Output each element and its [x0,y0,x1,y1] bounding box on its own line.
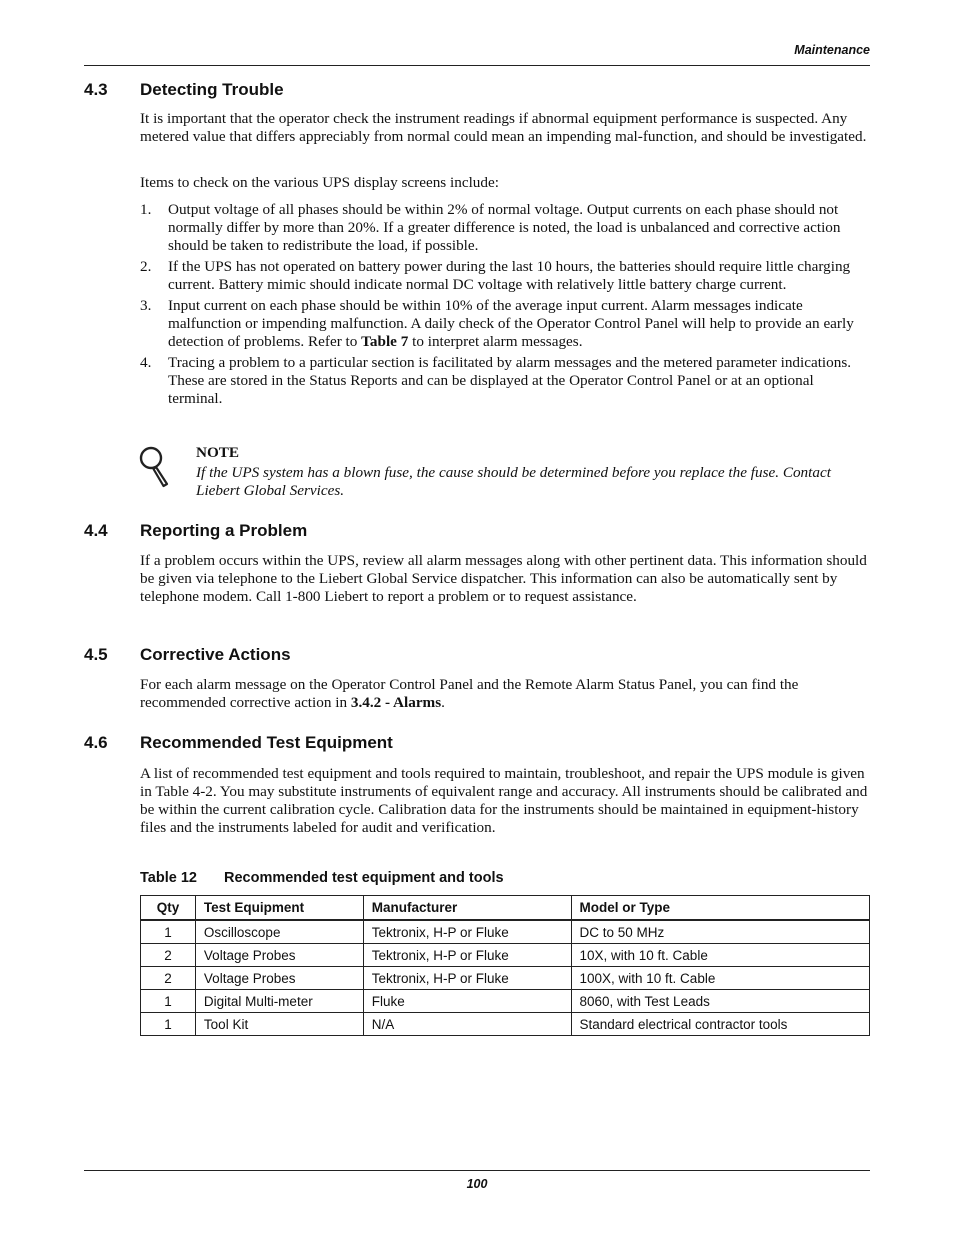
list-text: Input current on each phase should be within 10% of the average input current. Alarm messages indicate malfunction or impending malfunction. A daily check of the Operator Control Panel will help to provide an early detection of problems. Refer to [168,297,854,350]
cell-model: 100X, with 10 ft. Cable [571,967,870,990]
check-list [140,201,870,411]
note-text: If the UPS system has a blown fuse, the cause should be determined before you replace the fuse. Contact Liebert Global Services. [196,464,831,499]
section-number: 4.3 [84,80,108,99]
cell-equipment: Oscilloscope [195,920,363,944]
table-reference: Table 7 [361,333,409,350]
table-row [141,990,870,1013]
page-footer [84,1170,870,1191]
cell-qty: 1 [141,990,196,1013]
section-number: 4.4 [84,521,108,540]
cell-manufacturer: N/A [363,1013,571,1036]
section-heading-4-4 [84,521,307,541]
cell-manufacturer: Tektronix, H-P or Fluke [363,920,571,944]
paragraph: Items to check on the various UPS display screens include: [140,174,499,191]
list-text: If the UPS has not operated on battery power during the last 10 hours, the batteries should require little charging current. Battery mimic should indicate normal DC voltage with relatively little battery charge current. [168,258,851,293]
table-row [141,1013,870,1036]
equipment-table [140,895,870,1036]
cell-equipment: Tool Kit [195,1013,363,1036]
cell-equipment: Voltage Probes [195,944,363,967]
cell-qty: 2 [141,967,196,990]
list-item [140,201,870,255]
table-header-row [141,896,870,921]
column-header-manufacturer: Manufacturer [363,896,571,921]
paragraph-text: For each alarm message on the Operator Control Panel and the Remote Alarm Status Panel, you can find the recommended corrective action in [140,676,799,711]
section-heading-4-5 [84,645,291,665]
list-number: 2. [140,258,152,275]
table-row [141,967,870,990]
list-text: to interpret alarm messages. [408,333,583,350]
list-text: Tracing a problem to a particular section is facilitated by alarm messages and the metered parameter indications. These are stored in the Status Reports and can be displayed at the Operator Control Panel or at an optional terminal. [168,354,852,407]
list-number: 3. [140,297,152,314]
alarms-reference: 3.4.2 - Alarms [350,694,442,711]
cell-equipment: Voltage Probes [195,967,363,990]
section-title: Corrective Actions [140,645,291,664]
table-caption [140,870,504,886]
cell-qty: 2 [141,944,196,967]
list-item [140,297,870,351]
column-header-model: Model or Type [571,896,870,921]
list-number: 1. [140,201,152,218]
column-header-qty: Qty [141,896,196,921]
section-heading-4-6 [84,733,393,753]
section-title: Reporting a Problem [140,521,308,540]
cell-manufacturer: Tektronix, H-P or Fluke [363,944,571,967]
cell-manufacturer: Fluke [363,990,571,1013]
table-row [141,944,870,967]
cell-qty: 1 [141,1013,196,1036]
note-label: NOTE [196,444,240,461]
cell-model: 10X, with 10 ft. Cable [571,944,870,967]
paragraph: A list of recommended test equipment and tools required to maintain, troubleshoot, and repair the UPS module is given in Table 4-2. You may substitute instruments of equivalent range and accuracy. All instruments should be calibrated and be within the current calibration cycle. Calibration data for the instruments should be maintained in equipment-history files and the instruments labeled for audit and verification. [140,765,868,836]
magnifier-icon [136,444,172,488]
list-text: Output voltage of all phases should be within 2% of normal voltage. Output currents on each phase should not normally differ by more than 20%. If a greater difference is noted, the load is unbalanced and corrective action should be taken to redistribute the load, if possible. [168,201,841,254]
paragraph [140,676,870,712]
list-item [140,258,870,294]
list-number: 4. [140,354,152,371]
cell-model: Standard electrical contractor tools [571,1013,870,1036]
header-title: Maintenance [794,43,870,57]
section-title: Recommended Test Equipment [140,733,393,752]
table-row [141,920,870,944]
page-number: 100 [466,1177,488,1191]
cell-manufacturer: Tektronix, H-P or Fluke [363,967,571,990]
paragraph-text: . [441,694,445,711]
paragraph: It is important that the operator check the instrument readings if abnormal equipment performance is suspected. Any metered value that differs appreciably from normal could mean an impending mal-function, and should be investigated. [140,110,867,145]
cell-model: 8060, with Test Leads [571,990,870,1013]
list-item [140,354,870,408]
cell-qty: 1 [141,920,196,944]
section-number: 4.5 [84,645,108,664]
page-header [84,42,870,66]
table-caption-title: Recommended test equipment and tools [224,870,504,886]
cell-model: DC to 50 MHz [571,920,870,944]
section-number: 4.6 [84,733,108,752]
column-header-test-equipment: Test Equipment [195,896,363,921]
section-heading-4-3 [84,80,284,100]
cell-equipment: Digital Multi-meter [195,990,363,1013]
paragraph: If a problem occurs within the UPS, review all alarm messages along with other pertinent data. This information should be given via telephone to the Liebert Global Service dispatcher. This information can also be automatically sent by telephone modem. Call 1-800 Liebert to report a problem or to request assistance. [140,552,867,605]
section-title: Detecting Trouble [140,80,284,99]
table-caption-number: Table 12 [140,870,197,886]
